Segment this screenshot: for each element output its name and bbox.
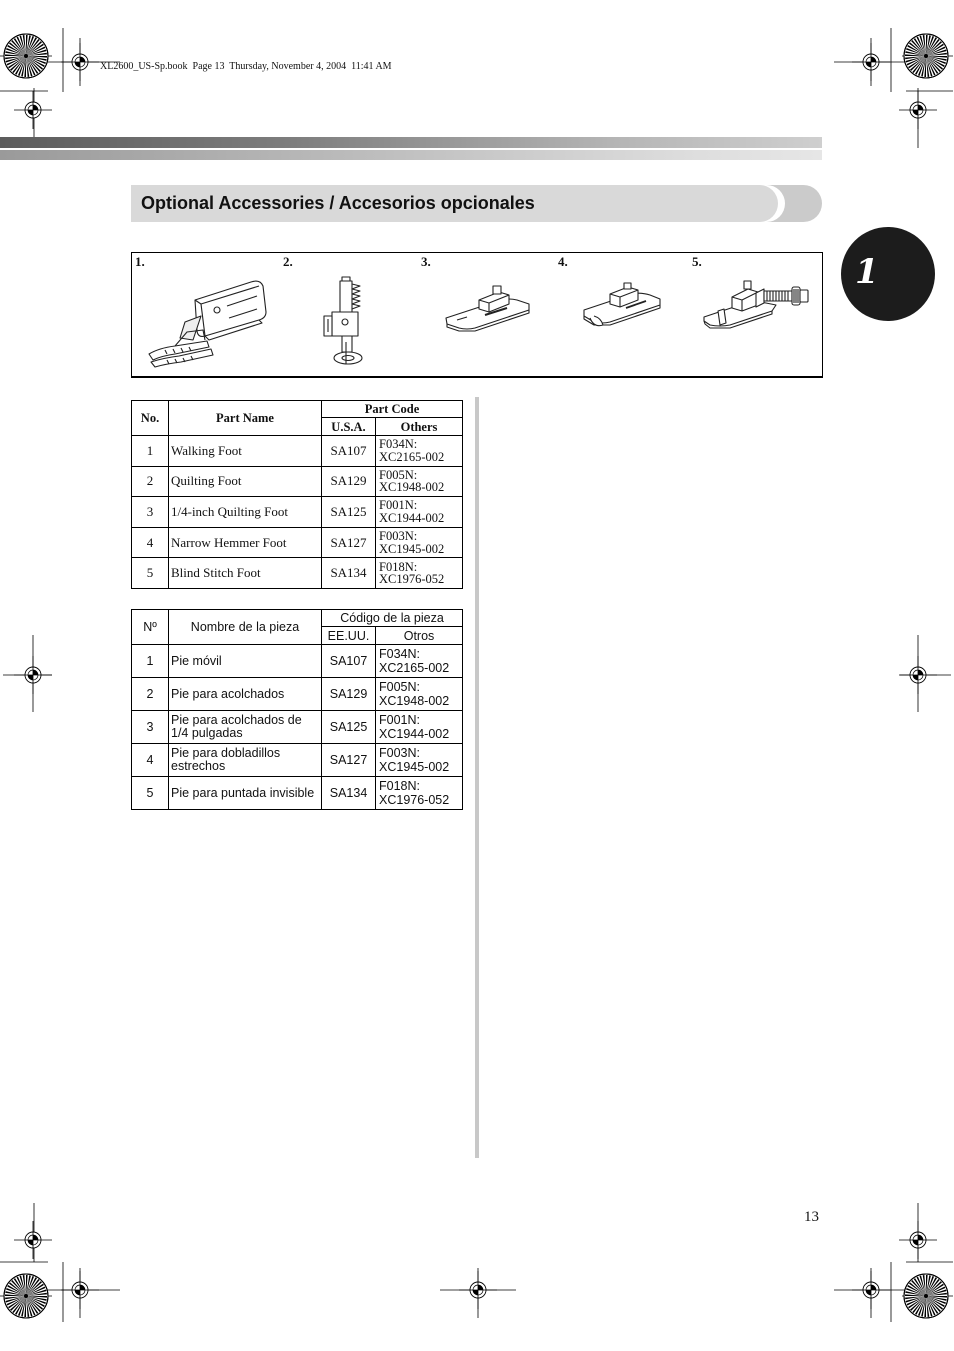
- table-row: [132, 497, 463, 528]
- part-code-others: [376, 466, 463, 497]
- part-code-others-line: F034N:: [379, 437, 418, 452]
- part-code-others-line: XC1945-002: [379, 541, 445, 556]
- section-title: Optional Accessories / Accesorios opcionales: [141, 193, 535, 213]
- part-code-usa: SA107: [322, 645, 376, 678]
- row-number: 3: [132, 497, 169, 528]
- registration-crosshair-icon: [14, 656, 52, 694]
- part-name: Pie para acolchados: [169, 678, 322, 711]
- part-code-others-line: F003N:: [379, 746, 420, 760]
- column-header-others: Others: [376, 418, 463, 436]
- registration-crosshair-icon: [14, 1221, 52, 1259]
- part-code-usa: SA107: [322, 436, 376, 467]
- table-header-row: [132, 401, 463, 418]
- part-name: Blind Stitch Foot: [169, 558, 322, 589]
- part-code-others-line: XC1944-002: [379, 510, 445, 525]
- table-row: [132, 711, 463, 744]
- part-code-others-line: XC1948-002: [379, 694, 450, 708]
- table-row: [132, 777, 463, 810]
- registration-crosshair-icon: [899, 91, 937, 129]
- row-number: 1: [132, 436, 169, 467]
- part-code-others: [376, 527, 463, 558]
- registration-crosshair-icon: [14, 91, 52, 129]
- part-code-others-line: F003N:: [379, 529, 418, 544]
- registration-crosshair-icon: [459, 1271, 497, 1309]
- part-code-others-line: F018N:: [379, 779, 420, 793]
- page-number: 13: [804, 1209, 819, 1225]
- registration-starburst-icon: [904, 1274, 948, 1318]
- part-code-usa: SA125: [322, 497, 376, 528]
- row-number: 2: [132, 678, 169, 711]
- table-row: [132, 744, 463, 777]
- column-divider: [475, 397, 479, 1158]
- registration-crosshair-icon: [61, 1271, 99, 1309]
- registration-crosshair-icon: [899, 1221, 937, 1259]
- quilting-foot-icon: [318, 276, 376, 370]
- part-name: Pie para dobladillos estrechos: [169, 744, 322, 777]
- table-row: [132, 466, 463, 497]
- registration-starburst-icon: [4, 1274, 48, 1318]
- part-code-others-line: XC2165-002: [379, 661, 450, 675]
- part-code-others-line: F018N:: [379, 559, 418, 574]
- table-row: [132, 678, 463, 711]
- part-name: Narrow Hemmer Foot: [169, 527, 322, 558]
- part-code-others-line: F034N:: [379, 647, 420, 661]
- parts-table-spanish: [131, 609, 463, 810]
- column-header-part-name: Part Name: [169, 401, 322, 436]
- blind-stitch-foot-icon: [700, 275, 812, 331]
- figure-label-5: 5.: [692, 254, 702, 269]
- column-header-no: No.: [132, 401, 169, 436]
- row-number: 3: [132, 711, 169, 744]
- part-code-others: [376, 497, 463, 528]
- header-band-light: [0, 150, 822, 160]
- row-number: 4: [132, 527, 169, 558]
- part-code-others-line: F005N:: [379, 467, 418, 482]
- column-header-part-code: Código de la pieza: [322, 610, 463, 627]
- part-name: Pie para acolchados de 1/4 pulgadas: [169, 711, 322, 744]
- row-number: 1: [132, 645, 169, 678]
- part-code-others-line: F001N:: [379, 498, 418, 513]
- part-name: Quilting Foot: [169, 466, 322, 497]
- row-number: 4: [132, 744, 169, 777]
- part-code-others: [376, 558, 463, 589]
- part-code-others: [376, 645, 463, 678]
- part-name: 1/4-inch Quilting Foot: [169, 497, 322, 528]
- figure-label-4: 4.: [558, 254, 568, 269]
- table-header-row: [132, 610, 463, 627]
- quarter-inch-quilting-foot-icon: [443, 282, 533, 334]
- walking-foot-icon: [145, 276, 270, 370]
- part-code-usa: SA134: [322, 777, 376, 810]
- part-code-others: [376, 744, 463, 777]
- parts-table-english: [131, 400, 463, 589]
- figure-label-2: 2.: [283, 254, 293, 269]
- header-band-dark: [0, 137, 822, 148]
- part-code-usa: SA127: [322, 527, 376, 558]
- column-header-others: Otros: [376, 627, 463, 645]
- part-code-usa: SA129: [322, 466, 376, 497]
- registration-crosshair-icon: [852, 43, 890, 81]
- part-code-others: [376, 711, 463, 744]
- column-header-part-code: Part Code: [322, 401, 463, 418]
- table-row: [132, 527, 463, 558]
- table-row: [132, 645, 463, 678]
- part-code-usa: SA127: [322, 744, 376, 777]
- chapter-number: 1: [855, 252, 879, 292]
- part-code-others-line: XC1944-002: [379, 727, 450, 741]
- part-name: Walking Foot: [169, 436, 322, 467]
- part-code-others-line: F005N:: [379, 680, 420, 694]
- registration-starburst-icon: [4, 34, 48, 78]
- column-header-usa: EE.UU.: [322, 627, 376, 645]
- column-header-usa: U.S.A.: [322, 418, 376, 436]
- part-code-others-line: XC1945-002: [379, 760, 450, 774]
- part-code-others: [376, 678, 463, 711]
- row-number: 5: [132, 777, 169, 810]
- figure-label-1: 1.: [135, 254, 145, 269]
- part-code-others-line: XC1976-052: [379, 572, 445, 587]
- narrow-hemmer-foot-icon: [580, 282, 665, 330]
- registration-crosshair-icon: [899, 656, 937, 694]
- table-row: [132, 558, 463, 589]
- part-code-usa: SA129: [322, 678, 376, 711]
- figure-label-3: 3.: [421, 254, 431, 269]
- part-name: Pie para puntada invisible: [169, 777, 322, 810]
- part-name: Pie móvil: [169, 645, 322, 678]
- part-code-others-line: XC1948-002: [379, 480, 445, 495]
- part-code-others: [376, 436, 463, 467]
- print-header: XL2600_US-Sp.book Page 13 Thursday, November 4, 2004 11:41 AM: [100, 61, 392, 72]
- column-header-part-name: Nombre de la pieza: [169, 610, 322, 645]
- registration-crosshair-icon: [852, 1271, 890, 1309]
- part-code-others-line: F001N:: [379, 713, 420, 727]
- part-code-others-line: XC2165-002: [379, 449, 445, 464]
- part-code-usa: SA134: [322, 558, 376, 589]
- part-code-others: [376, 777, 463, 810]
- part-code-usa: SA125: [322, 711, 376, 744]
- registration-crosshair-icon: [61, 43, 99, 81]
- row-number: 2: [132, 466, 169, 497]
- row-number: 5: [132, 558, 169, 589]
- part-code-others-line: XC1976-052: [379, 793, 450, 807]
- column-header-no: Nº: [132, 610, 169, 645]
- table-row: [132, 436, 463, 467]
- registration-starburst-icon: [904, 34, 948, 78]
